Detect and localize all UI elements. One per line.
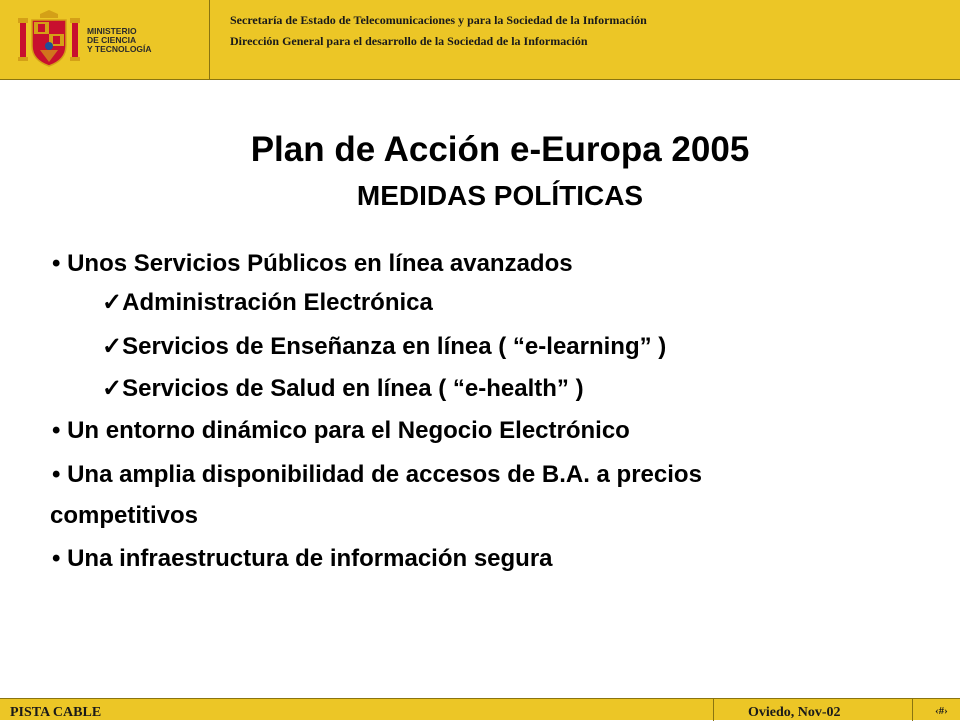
- checkmark-icon: ✓: [102, 289, 123, 316]
- ministry-logo-line-1: MINISTERIO: [87, 26, 137, 36]
- list-item: [102, 374, 584, 403]
- coat-of-arms-icon: [18, 10, 80, 68]
- ministry-logo-line-3: Y TECNOLOGÍA: [87, 44, 152, 54]
- checkmark-icon: ✓: [102, 375, 123, 402]
- footer-left-text: PISTA CABLE: [10, 705, 102, 720]
- bullet-icon: •: [52, 250, 61, 277]
- bullet-icon: •: [52, 545, 61, 572]
- list-item: [52, 417, 630, 445]
- header-line-direccion: Dirección General para el desarrollo de la Sociedad de la Información: [230, 34, 588, 48]
- ministry-logo-text: [87, 27, 152, 54]
- slide-number: ‹#›: [935, 705, 948, 717]
- list-item-text: Un entorno dinámico para el Negocio Electrónico: [67, 417, 630, 444]
- list-item-text: Unos Servicios Públicos en línea avanzados: [67, 250, 573, 277]
- list-item: [52, 250, 573, 278]
- list-item: [102, 288, 433, 317]
- list-item-text: Una amplia disponibilidad de accesos de B.A. a precios: [67, 461, 702, 488]
- bullet-icon: •: [52, 417, 61, 444]
- slide-subtitle: MEDIDAS POLÍTICAS: [356, 180, 644, 211]
- list-item-text: Administración Electrónica: [122, 289, 433, 316]
- footer-bar: [0, 698, 960, 720]
- footer-divider: [912, 699, 913, 721]
- bullet-icon: •: [52, 461, 61, 488]
- list-item-text: Servicios de Enseñanza en línea ( “e-learning” ): [122, 333, 667, 360]
- footer-date-text: Oviedo, Nov-02: [748, 705, 841, 720]
- header-text: [230, 10, 647, 52]
- ministry-logo-line-2: DE CIENCIA: [87, 35, 137, 45]
- ministry-logo: [0, 0, 210, 80]
- list-item: [102, 332, 666, 361]
- header-line-secretaria: Secretaría de Estado de Telecomunicaciones y para la Sociedad de la Información: [230, 13, 647, 27]
- list-item-continuation: competitivos: [50, 502, 199, 529]
- checkmark-icon: ✓: [102, 333, 123, 360]
- footer-divider: [713, 699, 714, 721]
- list-item-text: Servicios de Salud en línea ( “e-health” ): [122, 375, 584, 402]
- list-item-text: Una infraestructura de información segura: [67, 545, 553, 572]
- list-item: [52, 461, 702, 489]
- header-bar: [0, 0, 960, 80]
- list-item: [52, 545, 553, 573]
- slide-title: Plan de Acción e-Europa 2005: [250, 130, 750, 169]
